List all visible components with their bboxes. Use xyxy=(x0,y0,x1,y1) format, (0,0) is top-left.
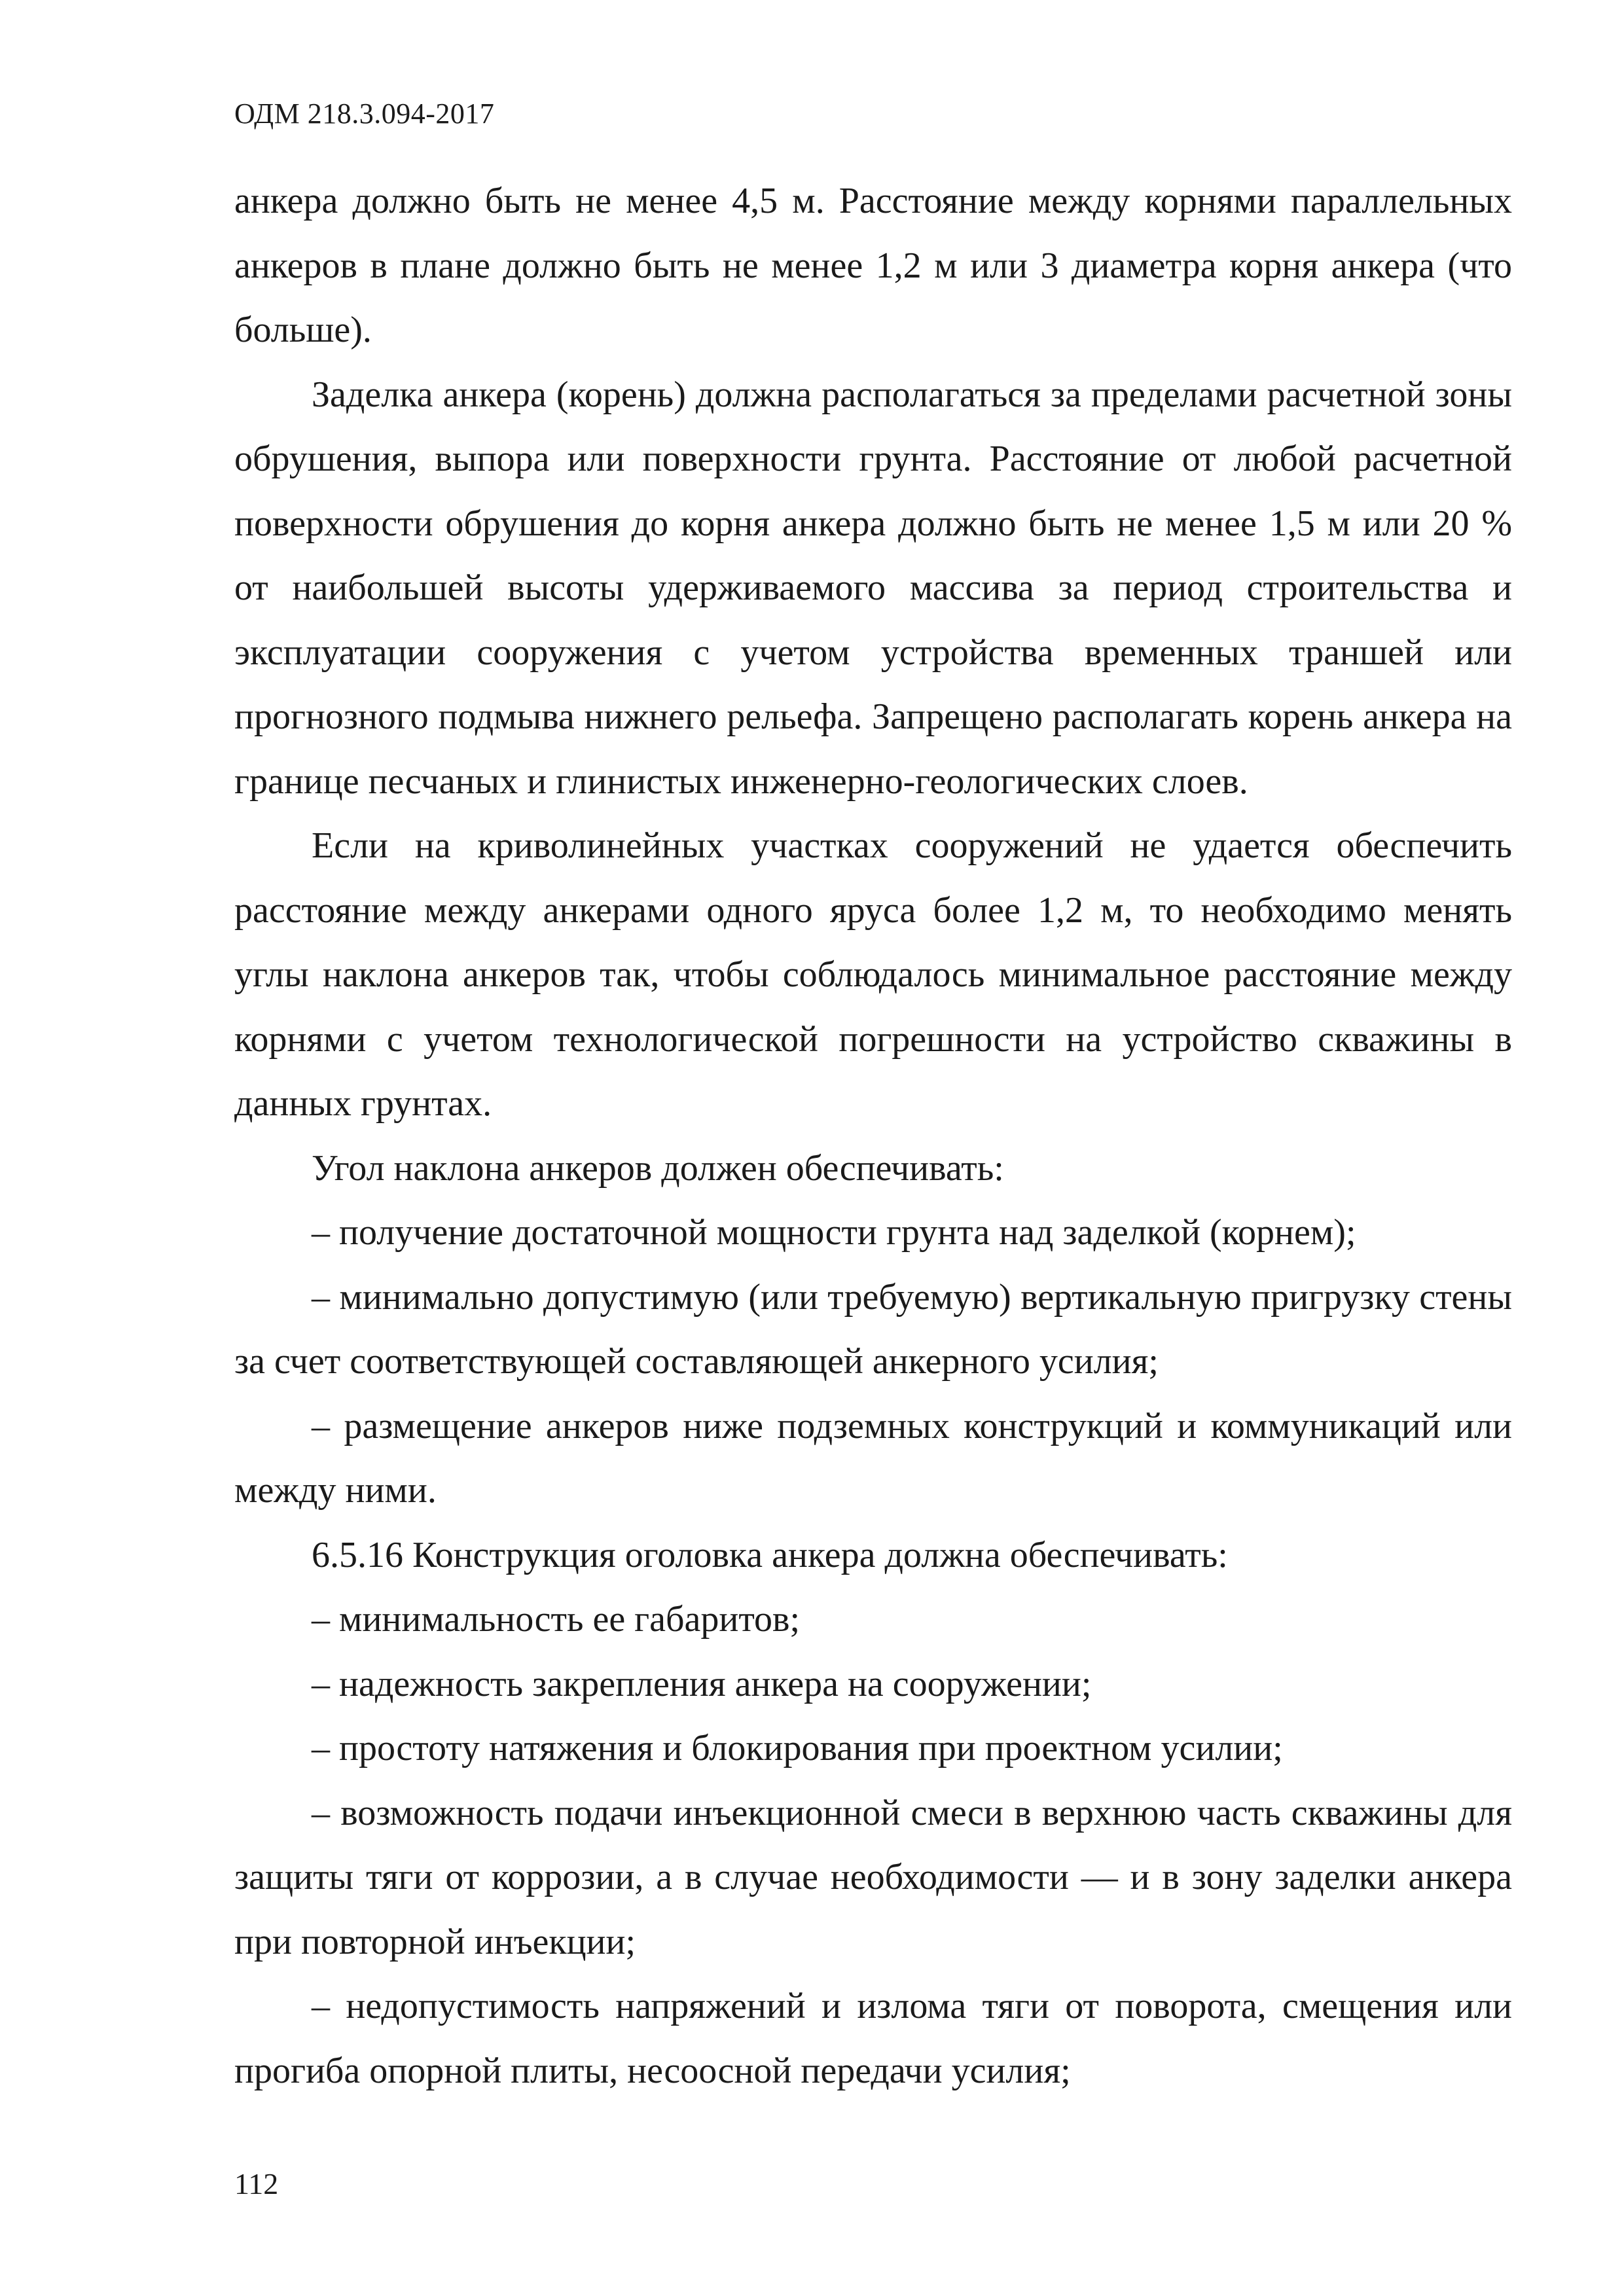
list-item: – получение достаточной мощности грунта над заделкой (корнем); xyxy=(312,1212,1356,1253)
paragraph-inclination-intro: Угол наклона анкеров должен обеспечивать: xyxy=(312,1147,1004,1189)
paragraph-anchor-spacing: анкера должно быть не менее 4,5 м. Расстояние между корнями параллельных анкеров в плане должно быть не менее 1,2 м или 3 диаметра корня анкера (что больше). xyxy=(234,181,1512,350)
list-item: – недопустимость напряжений и излома тяги от поворота, смещения или прогиба опорной плиты, несоосной передачи усилия; xyxy=(234,1986,1512,2091)
document-code-header: ОДМ 218.3.094-2017 xyxy=(234,98,495,130)
list-item: – размещение анкеров ниже подземных конструкций и коммуникаций или между ними. xyxy=(234,1405,1512,1511)
section-6-5-16-heading: 6.5.16 Конструкция оголовка анкера должна обеспечивать: xyxy=(312,1534,1228,1575)
list-item: – возможность подачи инъекционной смеси в верхнюю часть скважины для защиты тяги от коррозии, а в случае необходимости — и в зону заделки анкера при повторной инъекции; xyxy=(234,1792,1512,1962)
paragraph-curved-sections: Если на криволинейных участках сооружений не удается обеспечить расстояние между анкерами одного яруса более 1,2 м, то необходимо менять углы наклона анкеров так, чтобы соблюдалось минимальное расстояние между корнями с учетом технологической погрешности на устройство скважины в данных грунтах. xyxy=(234,825,1512,1124)
list-item: – минимальность ее габаритов; xyxy=(312,1599,801,1640)
body-text xyxy=(234,169,1512,2103)
list-item: – минимально допустимую (или требуемую) вертикальную пригрузку стены за счет соответствующей составляющей анкерного усилия; xyxy=(234,1276,1512,1382)
paragraph-anchor-embedment: Заделка анкера (корень) должна располагаться за пределами расчетной зоны обрушения, выпора или поверхности грунта. Расстояние от любой расчетной поверхности обрушения до корня анкера должно быть не менее 1,5 м или 20 % от наибольшей высоты удерживаемого массива за период строительства и эксплуатации сооружения с учетом устройства временных траншей или прогнозного подмыва нижнего рельефа. Запрещено располагать корень анкера на границе песчаных и глинистых инженерно-геологических слоев. xyxy=(234,374,1512,802)
list-item: – простоту натяжения и блокирования при проектном усилии; xyxy=(312,1728,1283,1768)
list-item: – надежность закрепления анкера на сооружении; xyxy=(312,1663,1092,1704)
page-number: 112 xyxy=(234,2167,279,2200)
